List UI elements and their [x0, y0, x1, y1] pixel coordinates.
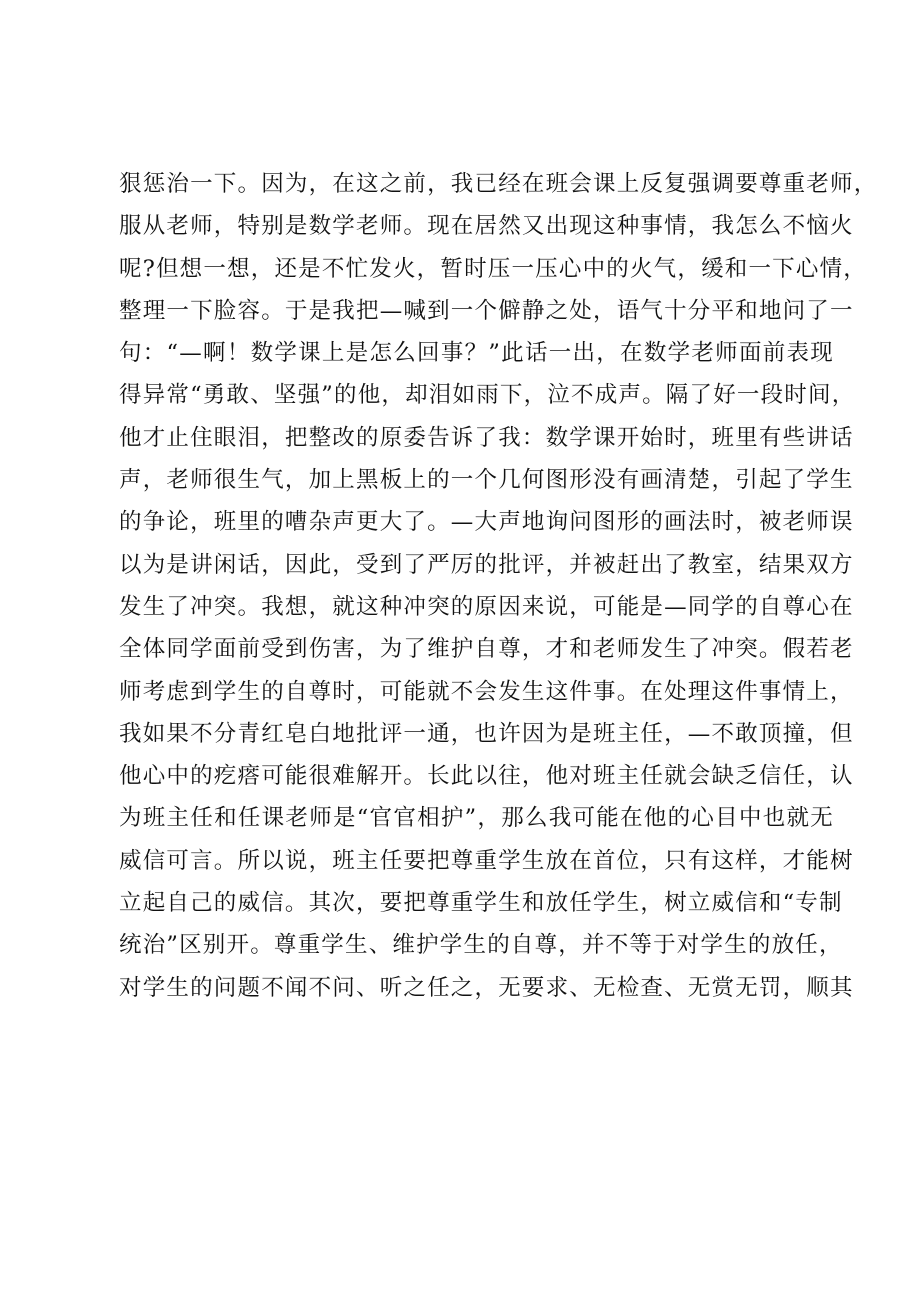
- text-line: 对学生的问题不闻不问、听之任之，无要求、无检查、无赏无罚，顺其: [119, 974, 854, 1001]
- text-line: 声，老师很生气，加上黑板上的一个几何图形没有画清楚，引起了学生: [119, 467, 854, 494]
- text-line: 为班主任和任课老师是“官官相护”，那么我可能在他的心目中也就无: [119, 805, 834, 832]
- text-line: 得异常“勇敢、坚强”的他，却泪如雨下，泣不成声。隔了好一段时间，: [119, 382, 856, 409]
- text-line: 的争论，班里的嘈杂声更大了。—大声地询问图形的画法时，被老师误: [119, 509, 854, 536]
- text-line: 我如果不分青红皂白地批评一通，也许因为是班主任，—不敢顶撞，但: [119, 720, 854, 747]
- text-line: 全体同学面前受到伤害，为了维护自尊，才和老师发生了冲突。假若老: [119, 636, 854, 663]
- text-line: 整理一下脸容。于是我把—喊到一个僻静之处，语气十分平和地问了一: [119, 297, 854, 324]
- text-line: 他心中的疙瘩可能很难解开。长此以往，他对班主任就会缺乏信任，认: [119, 763, 854, 790]
- text-line: 师考虑到学生的自尊时，可能就不会发生这件事。在处理这件事情上，: [119, 678, 854, 705]
- body-text: [119, 163, 878, 1009]
- text-line: 呢?但想一想，还是不忙发火，暂时压一压心中的火气，缓和一下心情，: [119, 255, 867, 282]
- text-line: 威信可言。所以说，班主任要把尊重学生放在首位，只有这样，才能树: [119, 847, 854, 874]
- text-line: 他才止住眼泪，把整改的原委告诉了我：数学课开始时，班里有些讲话: [119, 424, 854, 451]
- text-line: 句：“—啊！数学课上是怎么回事？”此话一出，在数学老师面前表现: [119, 340, 834, 367]
- text-line: 发生了冲突。我想，就这种冲突的原因来说，可能是—同学的自尊心在: [119, 593, 854, 620]
- text-line: 服从老师，特别是数学老师。现在居然又出现这种事情，我怎么不恼火: [119, 213, 854, 240]
- text-line: 以为是讲闲话，因此，受到了严厉的批评，并被赶出了教室，结果双方: [119, 551, 854, 578]
- text-line: 立起自己的威信。其次，要把尊重学生和放任学生，树立威信和“专制: [119, 890, 843, 917]
- text-line: 狠惩治一下。因为，在这之前，我已经在班会课上反复强调要尊重老师，: [119, 171, 878, 197]
- text-line: 统治”区别开。尊重学生、维护学生的自尊，并不等于对学生的放任，: [119, 932, 843, 959]
